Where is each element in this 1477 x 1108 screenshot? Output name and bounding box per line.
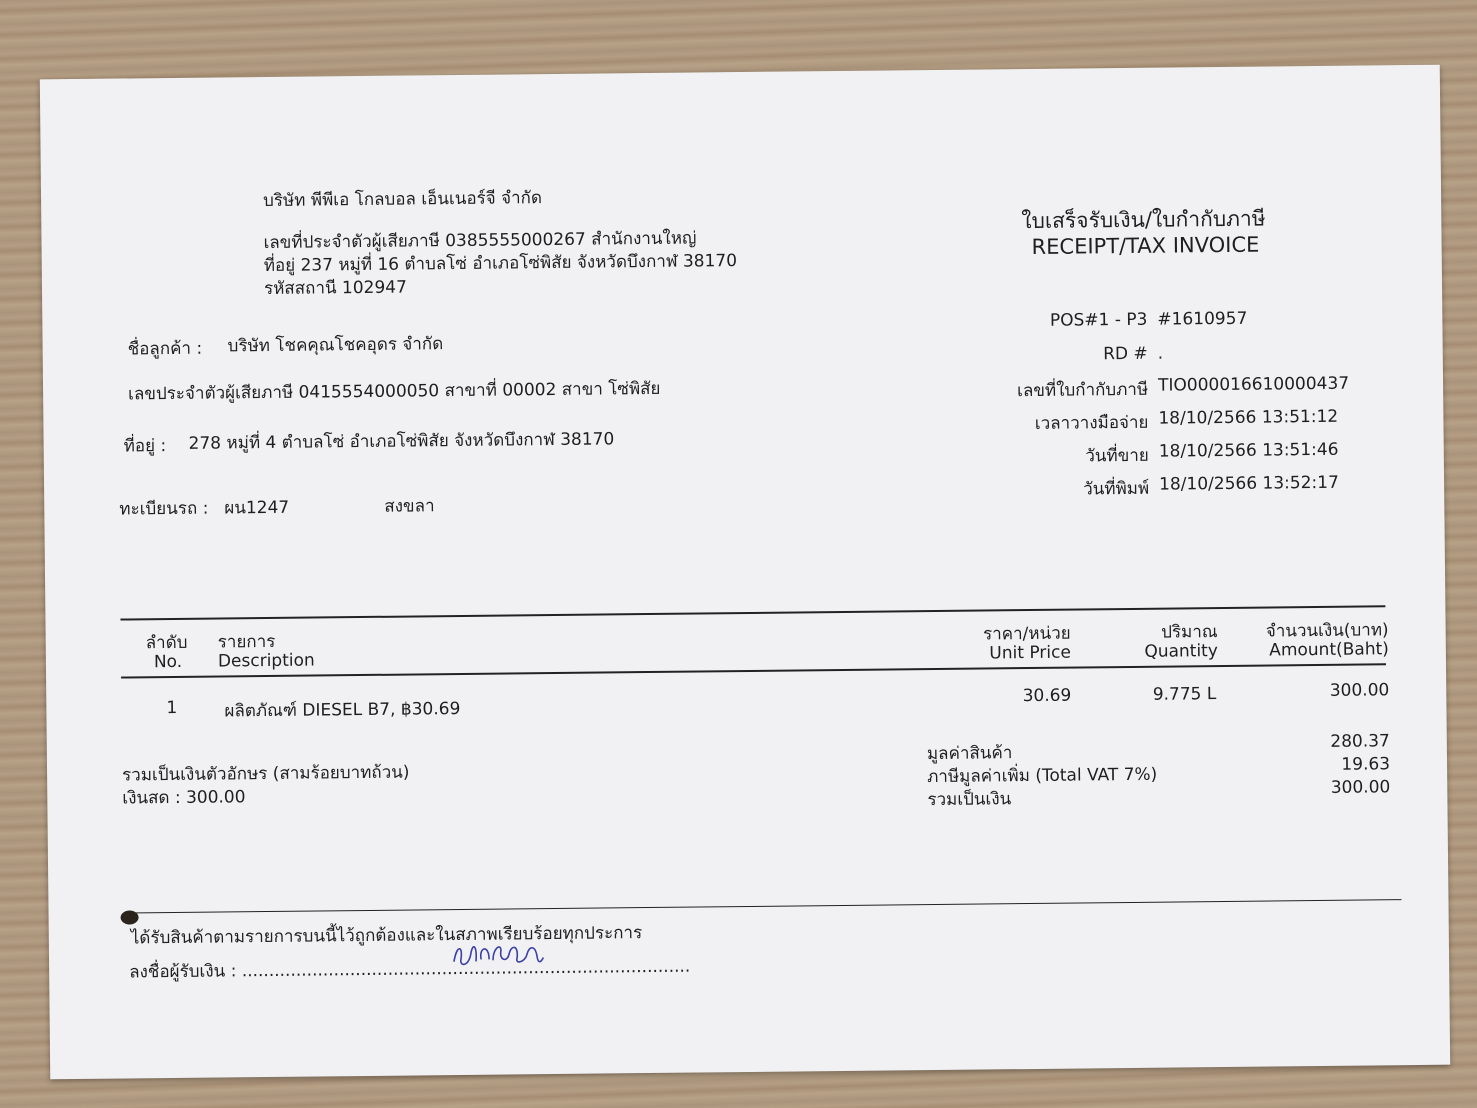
pos-value: #1610957 bbox=[1157, 308, 1248, 330]
total-label: รวมเป็นเงิน bbox=[927, 789, 1012, 811]
amount-in-words: รวมเป็นเงินตัวอักษร (สามร้อยบาทถ้วน) bbox=[121, 762, 410, 786]
seller-tax-id: เลขที่ประจำตัวผู้เสียภาษี 0385555000267 สำนักงานใหญ่ bbox=[263, 228, 697, 254]
pos-label: POS#1 - P3 bbox=[1049, 309, 1148, 331]
subtotal-value: 280.37 bbox=[1330, 731, 1390, 752]
row-description: ผลิตภัณฑ์ DIESEL B7, ฿30.69 bbox=[224, 698, 461, 722]
invoice-number-label: เลขที่ใบกำกับภาษี bbox=[1016, 379, 1149, 402]
document-title-english: RECEIPT/TAX INVOICE bbox=[1031, 232, 1260, 259]
nozzle-time-label: เวลาวางมือจ่าย bbox=[1034, 412, 1149, 434]
customer-address: 278 หมู่ที่ 4 ตำบลโซ่ อำเภอโซ่พิสัย จังหวัดบึงกาฬ 38170 bbox=[188, 429, 615, 454]
invoice-number-value: TIO000016610000437 bbox=[1157, 373, 1350, 396]
header-qty-th: ปริมาณ bbox=[1161, 622, 1218, 643]
customer-tax-id: เลขประจำตัวผู้เสียภาษี 0415554000050 สาขาที่ 00002 สาขา โซ่พิสัย bbox=[128, 378, 661, 405]
plate-label: ทะเบียนรถ : bbox=[119, 498, 209, 520]
document-title-thai: ใบเสร็จรับเงิน/ใบกำกับภาษี bbox=[1021, 206, 1266, 234]
footer-rule bbox=[127, 899, 1402, 913]
rd-label: RD # bbox=[1103, 343, 1148, 365]
header-no-th: ลำดับ bbox=[145, 632, 188, 654]
sale-date-value: 18/10/2566 13:51:46 bbox=[1158, 439, 1339, 462]
nozzle-time-value: 18/10/2566 13:51:12 bbox=[1158, 406, 1339, 429]
row-unit-price: 30.69 bbox=[1022, 685, 1072, 707]
cash-paid: เงินสด : 300.00 bbox=[122, 787, 246, 809]
header-no-en: No. bbox=[153, 651, 183, 673]
rd-value: . bbox=[1157, 343, 1164, 364]
row-quantity: 9.775 L bbox=[1152, 684, 1217, 705]
header-price-th: ราคา/หน่วย bbox=[982, 623, 1071, 645]
handwritten-signature bbox=[449, 932, 549, 973]
row-amount: 300.00 bbox=[1329, 680, 1390, 701]
total-value: 300.00 bbox=[1330, 777, 1391, 798]
plate-number: ผน1247 bbox=[224, 497, 290, 519]
sale-date-label: วันที่ขาย bbox=[1085, 445, 1149, 467]
header-amount-en: Amount(Baht) bbox=[1269, 639, 1389, 661]
print-date-value: 18/10/2566 13:52:17 bbox=[1159, 472, 1339, 495]
signature-line: ลงชื่อผู้รับเงิน : ................................................................................... bbox=[129, 956, 691, 983]
punch-hole bbox=[121, 910, 139, 924]
receipt-paper bbox=[40, 65, 1450, 1080]
header-desc-th: รายการ bbox=[217, 631, 276, 653]
seller-station-code: รหัสสถานี 102947 bbox=[263, 277, 407, 300]
seller-name: บริษัท พีพีเอ โกลบอล เอ็นเนอร์จี จำกัด bbox=[262, 188, 543, 212]
header-amount-th: จำนวนเงิน(บาท) bbox=[1265, 620, 1389, 642]
header-price-en: Unit Price bbox=[989, 642, 1071, 664]
header-qty-en: Quantity bbox=[1144, 641, 1218, 662]
acknowledgement-text: ได้รับสินค้าตามรายการบนนี้ไว้ถูกต้องและในสภาพเรียบร้อยทุกประการ bbox=[130, 923, 643, 949]
subtotal-label: มูลค่าสินค้า bbox=[926, 743, 1013, 765]
customer-name-label: ชื่อลูกค้า : bbox=[127, 338, 203, 360]
customer-address-label: ที่อยู่ : bbox=[123, 436, 167, 457]
customer-name: บริษัท โชคคุณโชคอุดร จำกัด bbox=[227, 334, 444, 357]
header-desc-en: Description bbox=[217, 650, 315, 672]
plate-province: สงขลา bbox=[384, 496, 435, 517]
print-date-label: วันที่พิมพ์ bbox=[1083, 478, 1150, 500]
vat-label: ภาษีมูลค่าเพิ่ม (Total VAT 7%) bbox=[927, 764, 1158, 788]
vat-value: 19.63 bbox=[1341, 754, 1391, 775]
row-number: 1 bbox=[166, 697, 178, 719]
seller-address: ที่อยู่ 237 หมู่ที่ 16 ตำบลโซ่ อำเภอโซ่พิสัย จังหวัดบึงกาฬ 38170 bbox=[263, 251, 738, 277]
